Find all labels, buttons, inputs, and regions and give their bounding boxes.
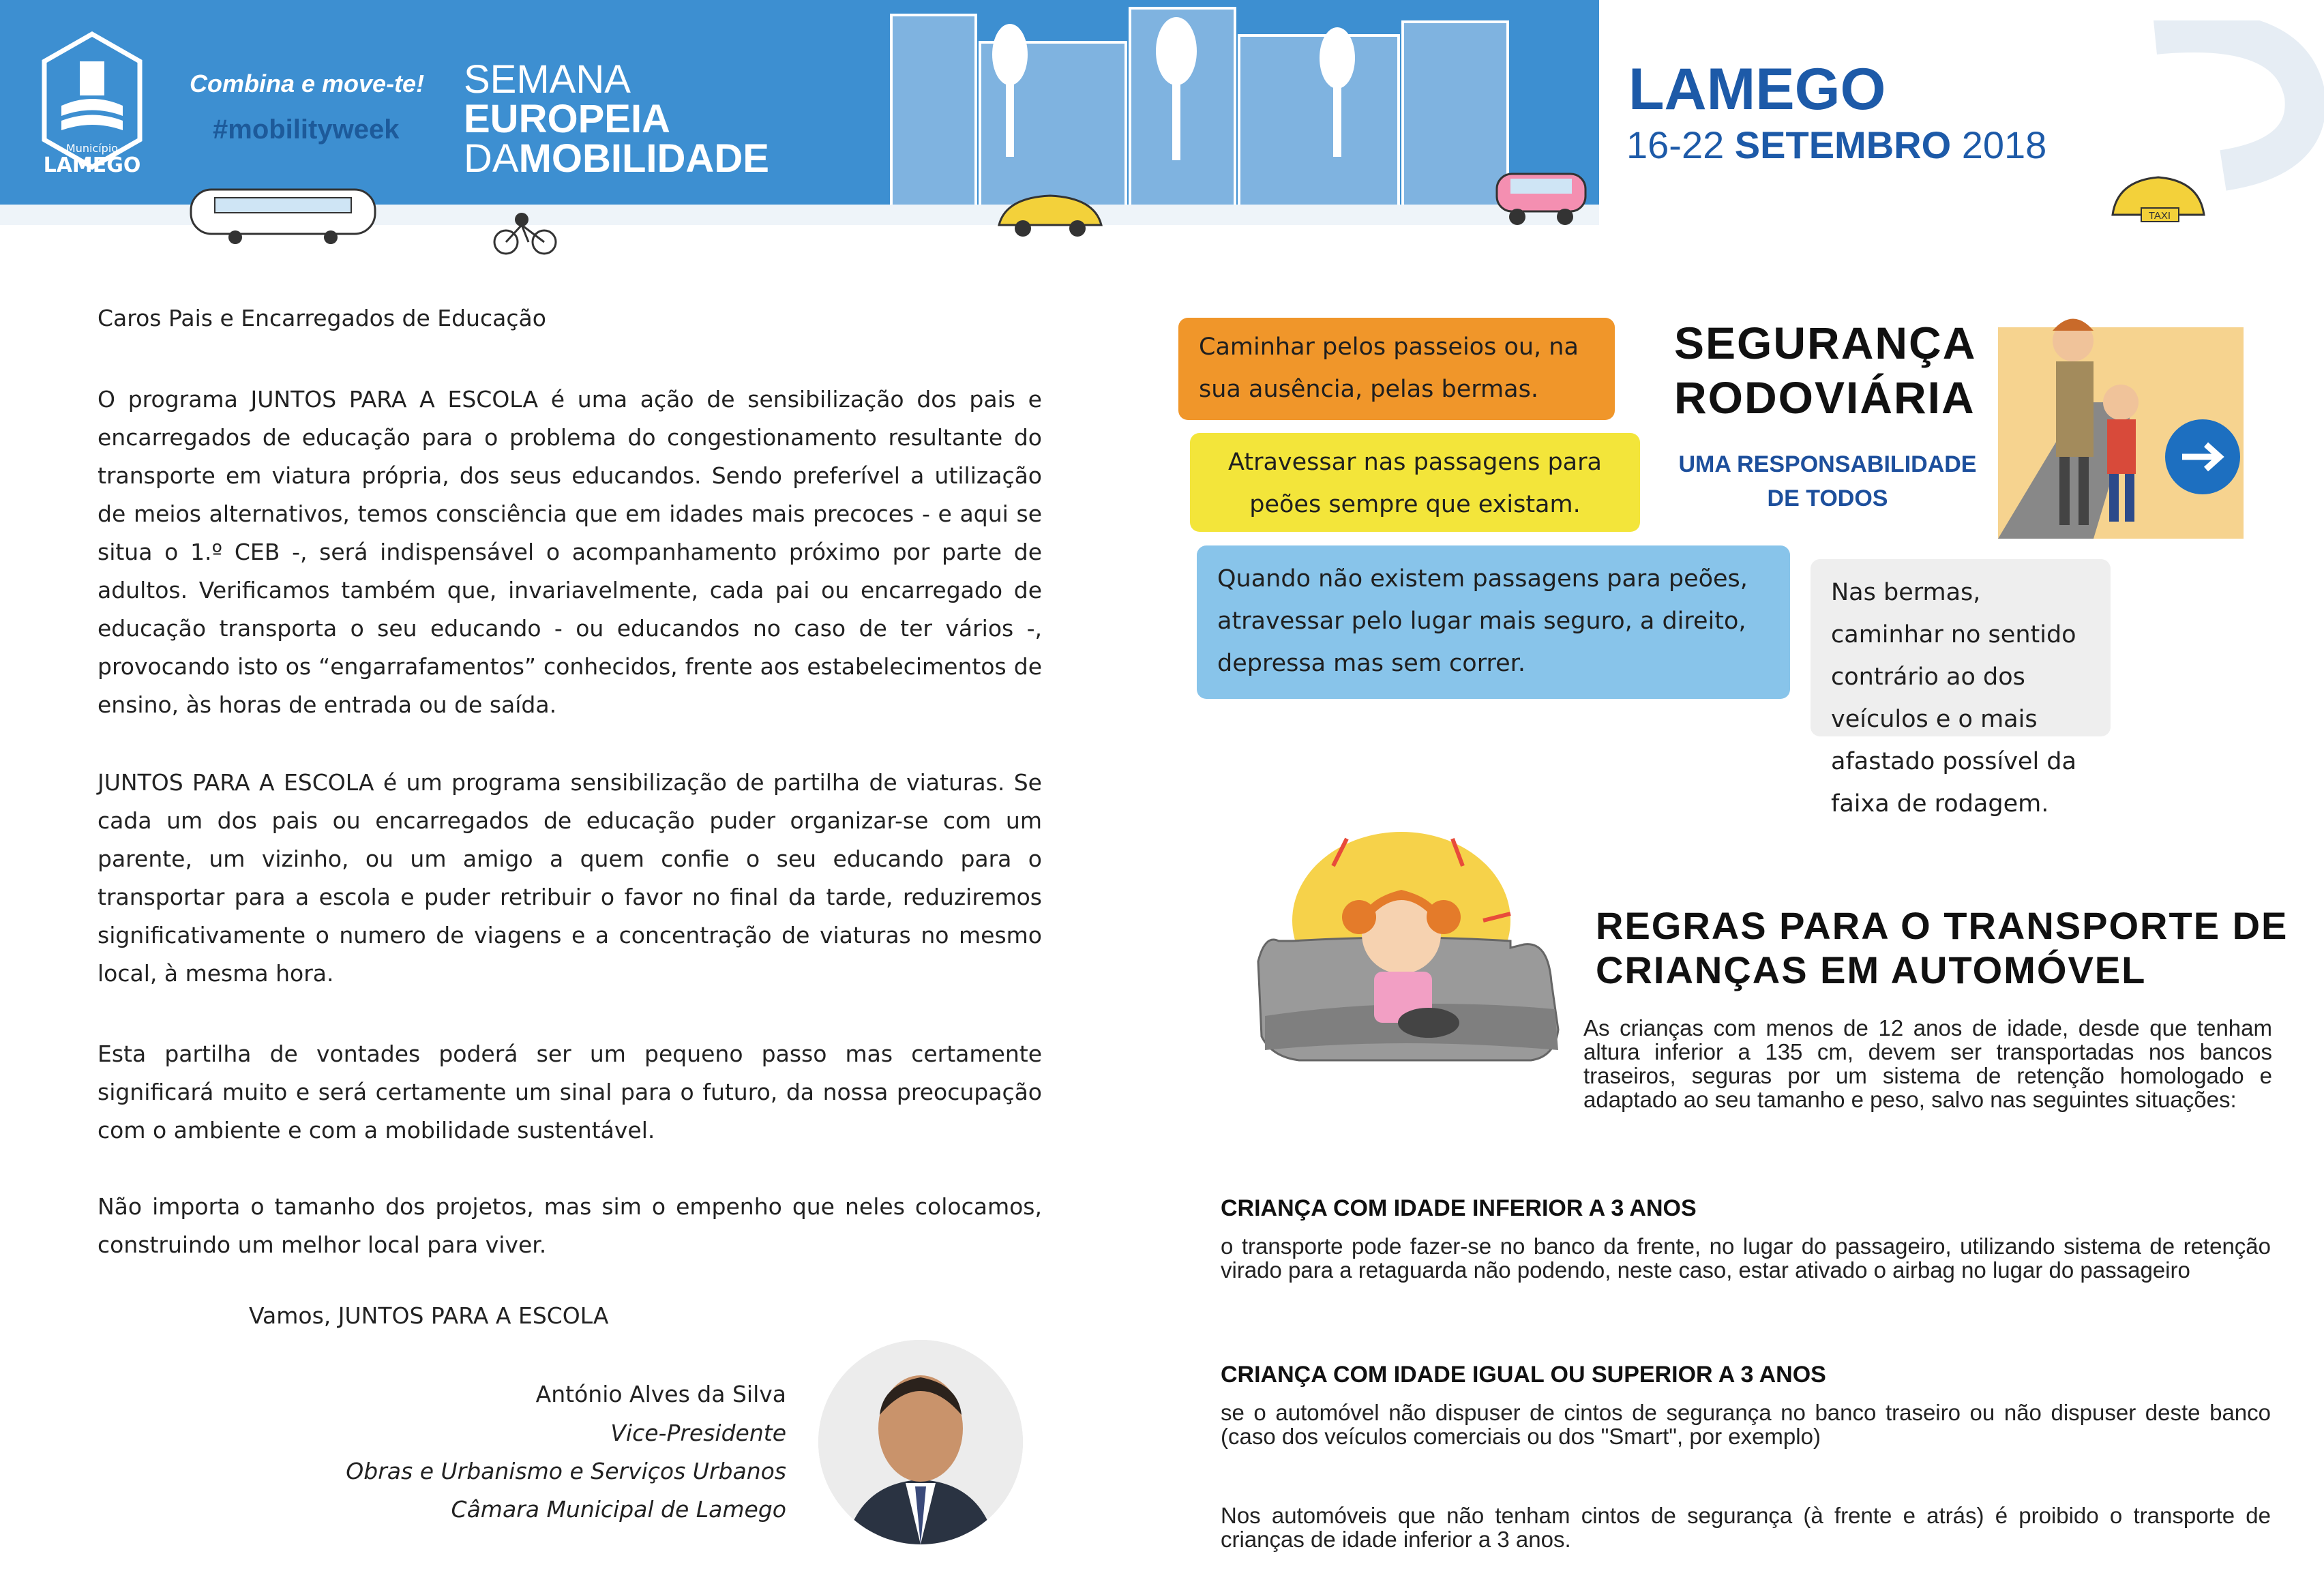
letter-paragraph: O programa JUNTOS PARA A ESCOLA é uma ação de sensibilização dos pais e encarregados de educação para o problema do congestionamento resultante do transporte em viatura própria, dos seus educandos. Sendo preferível a utilização de meios alternativos, temos consciência que em idades mais precoces - e aqui se situa o 1.º CEB -, será indispensável o acompanhamento próximo por parte de adultos. Verificamos também que, invariavelmente, cada pai ou encarregado de educação transporta o seu educando - ou educandos no caso de ter vários -, provocando isto os “engarrafamentos” conhecidos, frente aos estabelecimentos de ensino, às horas de entrada ou de saída. — [98, 386, 1042, 718]
building-shape — [1238, 34, 1400, 207]
spoon-handle — [1172, 78, 1180, 160]
pink-car-icon — [1490, 157, 1592, 232]
rules-heading: CRIANÇA COM IDADE IGUAL OU SUPERIOR A 3 ANOS — [1221, 1362, 1826, 1388]
dates-days: 16-22 — [1626, 123, 1725, 166]
safety-tip-bubble: Nas bermas, caminhar no sentido contrário ao dos veículos e o mais afastado possível da faixa de rodagem. — [1811, 559, 2111, 736]
rules-heading: CRIANÇA COM IDADE INFERIOR A 3 ANOS — [1221, 1195, 1697, 1221]
road-graphic — [2128, 20, 2324, 191]
tagline: Combina e move-te! — [190, 70, 425, 98]
signature-role: Vice-Presidente — [610, 1420, 786, 1446]
spoon-handle — [1333, 82, 1341, 157]
portrait-photo — [818, 1340, 1023, 1544]
event-title-line2: EUROPEIA — [464, 97, 670, 141]
rules-text: Nos automóveis que não tenham cintos de segurança (à frente e atrás) é proibido o transporte de crianças de idade inferior a 3 anos. — [1221, 1503, 2271, 1552]
signature-name: António Alves da Silva — [535, 1381, 786, 1407]
dates-month: SETEMBRO — [1734, 123, 1952, 166]
event-title-line1: SEMANA — [464, 57, 631, 102]
event-title-da: DA — [464, 136, 519, 181]
letter-closing: Vamos, JUNTOS PARA A ESCOLA — [249, 1302, 609, 1329]
safety-tip-bubble: Quando não existem passagens para peões, atravessar pelo lugar mais seguro, a direito, depressa mas sem correr. — [1197, 545, 1790, 699]
letter-paragraph: Esta partilha de vontades poderá ser um pequeno passo mas certamente significará muito e será certamente um sinal para o futuro, da nossa preocupação com o ambiente e com a mobilidade sustentável. — [98, 1041, 1042, 1143]
event-title-mobilidade: MOBILIDADE — [518, 136, 769, 181]
signature-organization: Câmara Municipal de Lamego — [451, 1496, 786, 1523]
spoon-icon — [1320, 27, 1355, 89]
logo-name: LAMEGO — [43, 153, 141, 177]
rules-intro: As crianças com menos de 12 anos de idade, desde que tenham altura inferior a 135 cm, devem ser transportadas nos bancos traseiros, seguras por um sistema de retenção homologado e adaptado ao seu tamanho e peso, salvo nas seguintes situações: — [1583, 1015, 2272, 1112]
safety-subtitle-line1: UMA RESPONSABILIDADE — [1678, 451, 1977, 477]
rules-title-line1: REGRAS PARA O TRANSPORTE DE — [1596, 904, 2289, 947]
rules-text: se o automóvel não dispuser de cintos de segurança no banco traseiro ou não dispuser deste banco (caso dos veículos comerciais ou dos "Smart", por exemplo) — [1221, 1400, 2271, 1449]
city-title: LAMEGO — [1628, 57, 1886, 122]
spoon-icon — [1156, 17, 1197, 85]
dates-year: 2018 — [1961, 123, 2047, 166]
child-car-seat-illustration — [1238, 825, 1565, 1111]
safety-title-line1: SEGURANÇA — [1674, 318, 1977, 368]
spoon-handle — [1006, 75, 1014, 157]
signature-department: Obras e Urbanismo e Serviços Urbanos — [346, 1458, 786, 1484]
event-title-line3 — [464, 136, 769, 181]
mother-child-illustration — [1998, 300, 2244, 539]
safety-tip-bubble: Atravessar nas passagens para peões sempre que existam. — [1190, 433, 1640, 532]
safety-tip-bubble: Caminhar pelos passeios ou, na sua ausência, pelas bermas. — [1178, 318, 1615, 420]
safety-subtitle-line2: DE TODOS — [1767, 485, 1888, 511]
logo-small-text: Município — [65, 142, 119, 155]
event-dates — [1626, 123, 2046, 167]
letter-greeting: Caros Pais e Encarregados de Educação — [98, 305, 546, 331]
letter-paragraph: Não importa o tamanho dos projetos, mas sim o empenho que neles colocamos, construindo um melhor local para viver. — [98, 1193, 1042, 1258]
building-shape — [890, 14, 977, 207]
rules-title-line2: CRIANÇAS EM AUTOMÓVEL — [1596, 948, 2147, 991]
letter-paragraph: JUNTOS PARA A ESCOLA é um programa sensibilização de partilha de viaturas. Se cada um dos pais ou encarregados de educação puder organizar-se com um parente, um vizinho, ou um amigo a quem confie o seu educando para o transportar para a escola e puder retribuir o favor no final da tarde, reduziremos significativamente o numero de viagens e a concentração de viaturas no mesmo local, à mesma hora. — [98, 769, 1042, 987]
hashtag: #mobilityweek — [213, 115, 400, 145]
taxi-sign: TAXI — [2148, 210, 2171, 222]
rules-text: o transporte pode fazer-se no banco da frente, no lugar do passageiro, utilizando sistema de retenção virado para a retaguarda não podendo, neste caso, estar ativado o airbag no lugar do passageiro — [1221, 1233, 2271, 1283]
yellow-car-icon — [992, 188, 1108, 242]
bicycle-icon — [491, 211, 559, 256]
safety-title-line2: RODOVIÁRIA — [1674, 372, 1976, 423]
train-icon — [188, 183, 378, 248]
